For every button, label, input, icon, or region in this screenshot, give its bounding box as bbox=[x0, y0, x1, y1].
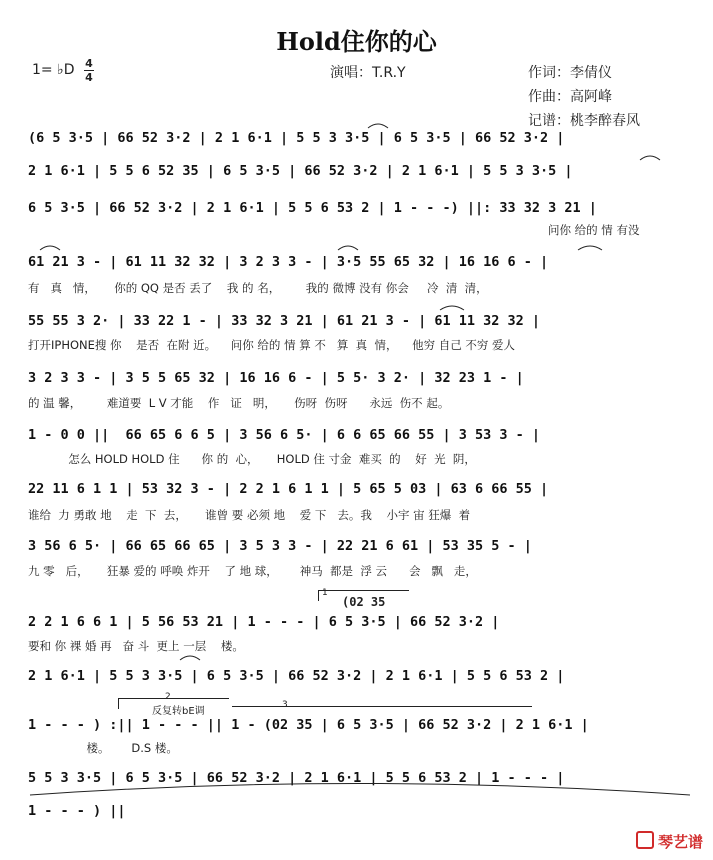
notation-line-12: 1 - - - ) :|| 1 - - - || 1 - (02 35 | 6 5 3·5 | 66 52 3·2 | 2 1 6·1 | bbox=[28, 717, 589, 733]
time-signature-bottom: 4 bbox=[85, 71, 93, 84]
notation-line-6: 3 2 3 3 - | 3 5 5 65 32 | 16 16 6 - | 5 5· 3 2· | 32 23 1 - | bbox=[28, 370, 524, 386]
volta-2-text: 反复转bE调 bbox=[152, 706, 205, 717]
volta-1-number: 1 bbox=[322, 588, 328, 598]
notation-line-3: 6 5 3·5 | 66 52 3·2 | 2 1 6·1 | 5 5 6 53 2 | 1 - - -) ||: 33 32 3 21 | bbox=[28, 200, 597, 216]
lyrics-line-3: 问你 给的 情 有没 bbox=[548, 223, 640, 237]
notation-line-1: (6 5 3·5 | 66 52 3·2 | 2 1 6·1 | 5 5 3 3·5 | 6 5 3·5 | 66 52 3·2 | bbox=[28, 130, 565, 146]
lyrics-line-7: 怎么 HOLD HOLD 住 你 的 心， HOLD 住 寸金 难买 的 好 光 阴， bbox=[28, 452, 476, 466]
lyrics-line-6: 的 温 馨， 难道要 L V 才能 作 证 明， 伤呀 伤呀 永远 伤不 起。 bbox=[28, 396, 450, 410]
lyrics-line-4: 有 真 情， 你的 QQ 是否 丢了 我 的 名， 我的 微博 没有 你会 冷 清 清， bbox=[28, 281, 488, 295]
notation-line-9: 3 56 6 5· | 66 65 66 65 | 3 5 3 3 - | 22 21 6 61 | 53 35 5 - | bbox=[28, 538, 532, 554]
notation-line-4: 61 21 3 - | 61 11 32 32 | 3 2 3 3 - | 3·5 55 65 32 | 16 16 6 - | bbox=[28, 254, 549, 270]
notation-line-8: 22 11 6 1 1 | 53 32 3 - | 2 2 1 6 1 1 | 5 65 5 03 | 63 6 66 55 | bbox=[28, 481, 549, 497]
volta-2-number: 2 bbox=[165, 692, 171, 702]
song-title: Hold住你的心 bbox=[276, 27, 437, 56]
logo-mark-icon bbox=[636, 831, 654, 849]
singer-credit: 演唱：T.R.Y bbox=[330, 65, 406, 81]
notation-line-14: 1 - - - ) || bbox=[28, 803, 126, 819]
notation-line-10: 2 2 1 6 6 1 | 5 56 53 21 | 1 - - - | 6 5 3·5 | 66 52 3·2 | bbox=[28, 614, 500, 630]
key-signature: 1= ♭D bbox=[32, 62, 75, 78]
site-logo bbox=[636, 831, 703, 852]
volta-3-number: 3 bbox=[282, 700, 288, 710]
lyrics-line-8: 谁给 力 勇敢 地 走 下 去， 谁曾 要 必须 地 爱 下 去。我 小宇 宙 狂爆 着 bbox=[28, 508, 471, 522]
lyrics-line-12: 楼。 D.S 楼。 bbox=[28, 741, 178, 755]
notation-line-11: 2 1 6·1 | 5 5 3 3·5 | 6 5 3·5 | 66 52 3·2 | 2 1 6·1 | 5 5 6 53 2 | bbox=[28, 668, 565, 684]
notation-line-13: 5 5 3 3·5 | 6 5 3·5 | 66 52 3·2 | 2 1 6·1 | 5 5 6 53 2 | 1 - - - | bbox=[28, 770, 565, 786]
notation-line-2: 2 1 6·1 | 5 5 6 52 35 | 6 5 3·5 | 66 52 3·2 | 2 1 6·1 | 5 5 3 3·5 | bbox=[28, 163, 573, 179]
logo-text: 琴艺谱 bbox=[657, 833, 703, 851]
time-signature-top: 4 bbox=[85, 57, 93, 70]
volta-1-notes: (02 35 bbox=[342, 595, 386, 609]
lyricist-credit: 作词：李倩仪 bbox=[528, 65, 612, 81]
lyrics-line-9: 九 零 后， 狂暴 爱的 呼唤 炸开 了 地 球， 神马 都是 浮 云 会 飘 走， bbox=[28, 564, 477, 578]
lyrics-line-10: 要和 你 裸 婚 再 奋 斗 更上 一层 楼。 bbox=[28, 639, 244, 653]
notation-line-7: 1 - 0 0 || 66 65 6 6 5 | 3 56 6 5· | 6 6 65 66 55 | 3 53 3 - | bbox=[28, 427, 541, 443]
lyrics-line-5: 打开IPHONE搜 你 是否 在附 近。 问你 给的 情 算 不 算 真 情， 他穷 自己 不穷 爱人 bbox=[28, 338, 516, 352]
notation-line-5: 55 55 3 2· | 33 22 1 - | 33 32 3 21 | 61 21 3 - | 61 11 32 32 | bbox=[28, 313, 541, 329]
composer-credit: 作曲：高阿峰 bbox=[528, 89, 612, 105]
transcriber-credit: 记谱：桃李醉春风 bbox=[528, 113, 640, 129]
